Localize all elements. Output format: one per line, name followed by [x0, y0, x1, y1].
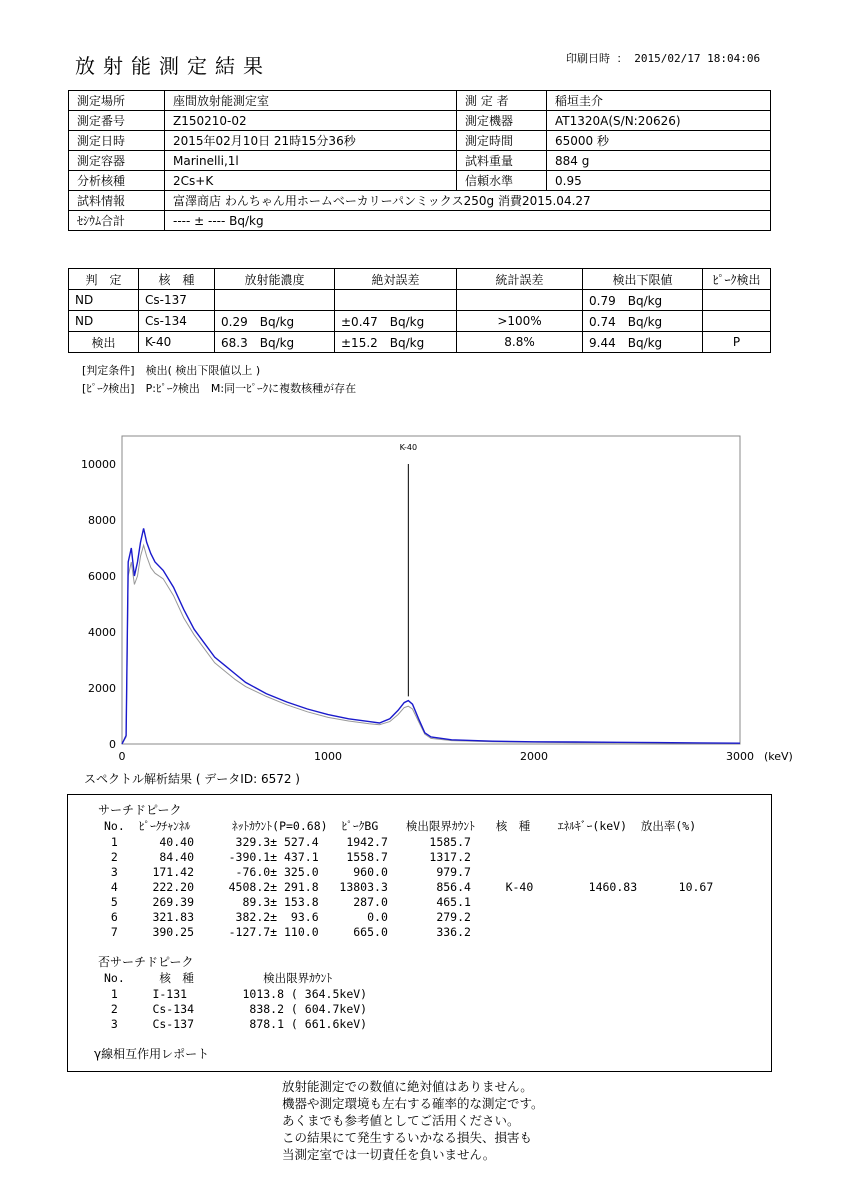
result-peak-detect — [703, 290, 771, 311]
result-judgement: 検出 — [69, 332, 139, 353]
result-judgement: ND — [69, 311, 139, 332]
spectrum-analysis-box — [67, 794, 772, 1072]
result-absolute-error — [335, 290, 457, 311]
disclaimer-line: 放射能測定での数値に絶対値はありません。 — [282, 1079, 533, 1094]
info-label: 測定機器 — [457, 111, 547, 131]
print-date: 印刷日時 ： 2015/02/17 18:04:06 — [566, 52, 761, 65]
info-row — [69, 171, 771, 191]
non-searched-peaks-title: 否サーチドピーク — [98, 955, 194, 969]
results-header: 絶対誤差 — [335, 269, 457, 290]
results-row — [69, 311, 771, 332]
sample-info-value: 富澤商店 わんちゃん用ホームベーカリーパンミックス250g 消費2015.04.27 — [165, 191, 771, 211]
info-label: 測定番号 — [69, 111, 165, 131]
info-value: AT1320A(S/N:20626) — [547, 111, 771, 131]
plot-frame — [122, 436, 740, 744]
x-tick-label: 2000 — [520, 750, 548, 763]
y-tick-label: 6000 — [88, 570, 116, 583]
info-label: 測 定 者 — [457, 91, 547, 111]
results-header: 検出下限値 — [583, 269, 703, 290]
info-label: 測定日時 — [69, 131, 165, 151]
result-peak-detect: P — [703, 332, 771, 353]
result-detection-limit: 0.74 Bq/kg — [583, 311, 703, 332]
y-tick-label: 8000 — [88, 514, 116, 527]
searched-peak-row: 1 40.40 329.3± 527.4 1942.7 1585.7 — [104, 835, 471, 849]
spectrum-analysis-title: スペクトル解析結果 ( データID: 6572 ) — [84, 772, 300, 786]
info-label: 信頼水準 — [457, 171, 547, 191]
sample-spectrum-line — [122, 528, 740, 744]
disclaimer-line: 機器や測定環境も左右する確率的な測定です。 — [282, 1096, 544, 1111]
info-value: 884 g — [547, 151, 771, 171]
disclaimer-line: 当測定室では一切責任を負いません。 — [282, 1147, 496, 1162]
result-detection-limit: 9.44 Bq/kg — [583, 332, 703, 353]
peak-detect-note: [ﾋﾟｰｸ検出] P:ﾋﾟｰｸ検出 M:同一ﾋﾟｰｸに複数核種が存在 — [82, 382, 357, 395]
info-label: 測定場所 — [69, 91, 165, 111]
info-row — [69, 91, 771, 111]
result-statistical-error: 8.8% — [457, 332, 583, 353]
info-value: 2015年02月10日 21時15分36秒 — [165, 131, 457, 151]
result-judgement: ND — [69, 290, 139, 311]
y-tick-label: 4000 — [88, 626, 116, 639]
searched-peak-row: 5 269.39 89.3± 153.8 287.0 465.1 — [104, 895, 471, 909]
results-table — [68, 268, 771, 353]
searched-peaks-header: No. ﾋﾟｰｸﾁｬﾝﾈﾙ ﾈｯﾄｶｳﾝﾄ(P=0.68) ﾋﾟｰｸBG 検出限界ｶｳﾝﾄ 核 種 ｴﾈﾙｷﾞｰ(keV) 放出率(%) — [104, 819, 697, 833]
results-row — [69, 290, 771, 311]
disclaimer — [282, 1078, 544, 1163]
x-tick-label: 1000 — [314, 750, 342, 763]
info-label: 測定時間 — [457, 131, 547, 151]
searched-peak-row: 3 171.42 -76.0± 325.0 960.0 979.7 — [104, 865, 471, 879]
info-label: 試料重量 — [457, 151, 547, 171]
results-header: ﾋﾟｰｸ検出 — [703, 269, 771, 290]
non-searched-peak-row: 3 Cs-137 878.1 ( 661.6keV) — [104, 1017, 368, 1031]
results-header: 核 種 — [139, 269, 215, 290]
y-tick-label: 10000 — [81, 458, 116, 471]
results-header-row — [69, 269, 771, 290]
sample-info-label: 試料情報 — [69, 191, 165, 211]
measurement-info-table — [68, 90, 771, 231]
info-value: Z150210-02 — [165, 111, 457, 131]
searched-peak-row: 4 222.20 4508.2± 291.8 13803.3 856.4 K-40 1460.83 10.67 — [104, 880, 714, 894]
results-header: 統計誤差 — [457, 269, 583, 290]
cesium-total-label: ｾｼｳﾑ合計 — [69, 211, 165, 231]
info-row — [69, 131, 771, 151]
gamma-interaction-report-title: γ線相互作用レポート — [94, 1047, 210, 1061]
searched-peak-row: 6 321.83 382.2± 93.6 0.0 279.2 — [104, 910, 471, 924]
result-peak-detect — [703, 311, 771, 332]
info-value: 0.95 — [547, 171, 771, 191]
k40-marker-label: K-40 — [399, 443, 418, 452]
disclaimer-line: あくまでも参考値としてご活用ください。 — [282, 1113, 520, 1128]
info-label: 測定容器 — [69, 151, 165, 171]
y-tick-label: 2000 — [88, 682, 116, 695]
info-value: 座間放射能測定室 — [165, 91, 457, 111]
non-searched-peak-row: 1 I-131 1013.8 ( 364.5keV) — [104, 987, 368, 1001]
cesium-total-value: ---- ± ---- Bq/kg — [165, 211, 771, 231]
spectrum-chart — [80, 432, 793, 772]
searched-peak-row: 7 390.25 -127.7± 110.0 665.0 336.2 — [104, 925, 471, 939]
info-label: 分析核種 — [69, 171, 165, 191]
disclaimer-line: この結果にて発生するいかなる損失、損害も — [282, 1130, 533, 1145]
x-tick-label: 3000 — [726, 750, 754, 763]
y-tick-label: 0 — [109, 738, 116, 751]
result-absolute-error: ±15.2 Bq/kg — [335, 332, 457, 353]
result-concentration — [215, 290, 335, 311]
result-nuclide: Cs-137 — [139, 290, 215, 311]
result-statistical-error — [457, 290, 583, 311]
page-title: 放射能測定結果 — [75, 54, 271, 78]
x-axis-label: (keV) — [764, 750, 793, 763]
judgement-condition-note: [判定条件] 検出( 検出下限値以上 ) — [82, 364, 261, 377]
non-searched-peaks-header: No. 核 種 検出限界ｶｳﾝﾄ — [104, 971, 333, 985]
x-tick-label: 0 — [118, 750, 126, 763]
sample-info-row — [69, 191, 771, 211]
result-detection-limit: 0.79 Bq/kg — [583, 290, 703, 311]
non-searched-peak-row: 2 Cs-134 838.2 ( 604.7keV) — [104, 1002, 368, 1016]
searched-peak-row: 2 84.40 -390.1± 437.1 1558.7 1317.2 — [104, 850, 471, 864]
results-header: 放射能濃度 — [215, 269, 335, 290]
result-concentration: 0.29 Bq/kg — [215, 311, 335, 332]
info-row — [69, 111, 771, 131]
info-value: 2Cs+K — [165, 171, 457, 191]
background-spectrum-line — [122, 545, 740, 744]
info-value: Marinelli,1l — [165, 151, 457, 171]
info-row — [69, 151, 771, 171]
info-value: 稲垣圭介 — [547, 91, 771, 111]
result-nuclide: K-40 — [139, 332, 215, 353]
searched-peaks-title: サーチドピーク — [98, 803, 182, 817]
result-concentration: 68.3 Bq/kg — [215, 332, 335, 353]
info-value: 65000 秒 — [547, 131, 771, 151]
cesium-total-row — [69, 211, 771, 231]
results-header: 判 定 — [69, 269, 139, 290]
spectrum-chart-svg — [80, 432, 793, 772]
result-statistical-error: >100% — [457, 311, 583, 332]
result-absolute-error: ±0.47 Bq/kg — [335, 311, 457, 332]
results-row — [69, 332, 771, 353]
result-nuclide: Cs-134 — [139, 311, 215, 332]
